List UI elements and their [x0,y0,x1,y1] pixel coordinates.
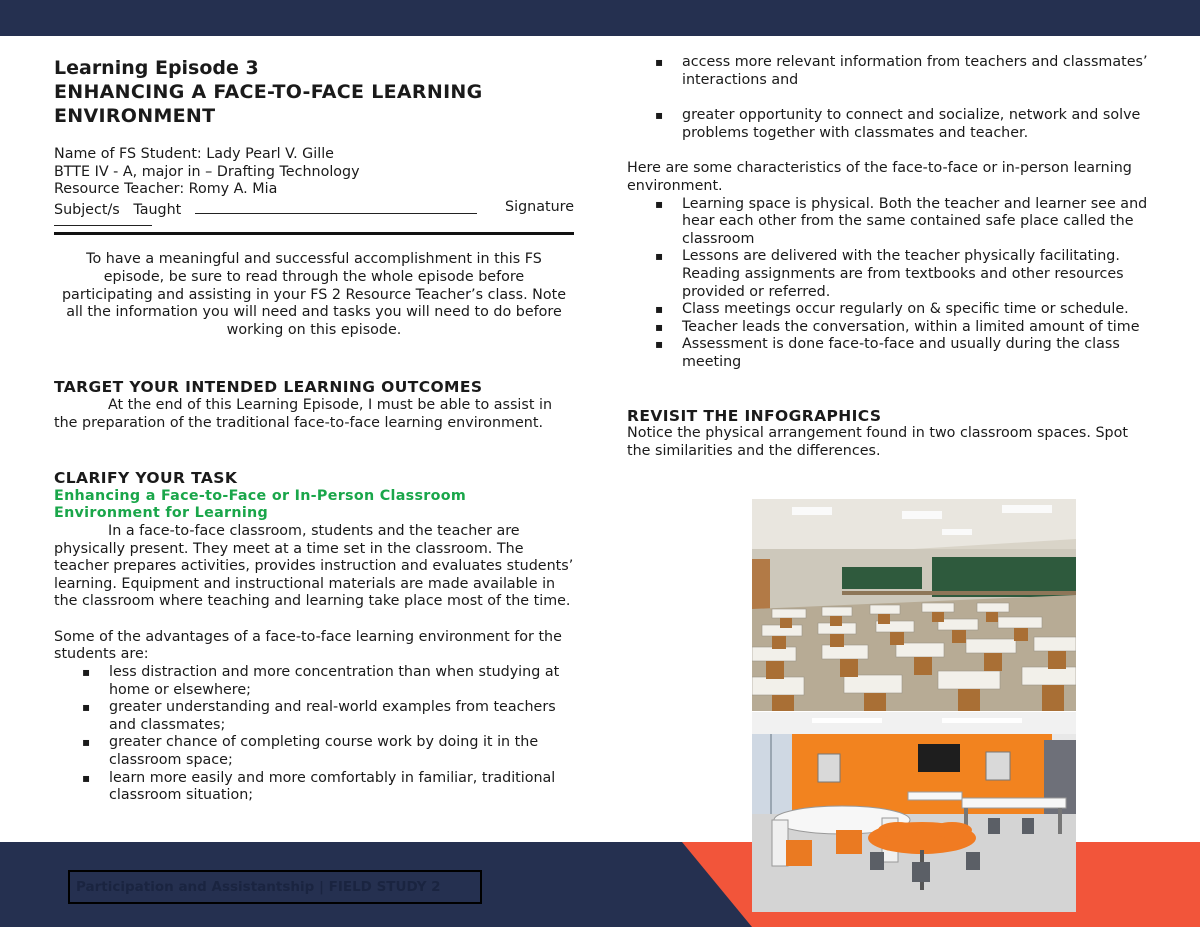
right-column [627,54,1152,460]
list-item: ▪ greater opportunity to connect and socialize, network and solve problems together with classmates and teacher. [627,107,1152,142]
clarify-heading: CLARIFY YOUR TASK [54,469,238,488]
advantages-list-continued [627,54,1152,142]
resource-teacher: Resource Teacher: Romy A. Mia [54,181,278,198]
clarify-subheading: Enhancing a Face-to-Face or In-Person Classroom Environment for Learning [54,487,467,522]
page-title-line2: ENVIRONMENT [54,105,216,127]
subject-signature-row [54,199,574,220]
list-item: ▪ access more relevant information from teachers and classmates’ interactions and [627,54,1152,89]
clarify-paragraph: In a face-to-face classroom, students and the teacher are physically present. They meet at a time set in the classroom. The teacher prepares activities, provides instruction and evaluates students’ learning. Equipment and instructional materials are made available in the classroom where teaching and learning take place most of the time. [54,522,574,610]
list-item: ▪ less distraction and more concentration than when studying at home or elsewhere; [54,664,574,699]
list-item: ▪ Class meetings occur regularly on & specific time or schedule. [627,301,1152,319]
list-item: ▪ Learning space is physical. Both the teacher and learner see and hear each other from the same contained safe place called the classroom [627,196,1152,249]
student-course: BTTE IV - A, major in – Drafting Technology [54,163,360,180]
traditional-classroom-photo [752,499,1076,711]
list-item: ▪ greater understanding and real-world examples from teachers and classmates; [54,699,574,734]
target-heading: TARGET YOUR INTENDED LEARNING OUTCOMES [54,378,483,397]
revisit-text: Notice the physical arrangement found in two classroom spaces. Spot the similarities and the differences. [627,425,1128,459]
subject-label: Subject/s Taught [54,201,182,218]
episode-title: Learning Episode 3 [54,57,259,79]
footer-label-box [68,870,482,904]
divider [54,232,574,235]
list-item: ▪ greater chance of completing course work by doing it in the classroom space; [54,734,574,769]
target-text: At the end of this Learning Episode, I must be able to assist in the preparation of the traditional face-to-face learning environment. [54,396,553,431]
list-item: ▪ learn more easily and more comfortably in familiar, traditional classroom situation; [54,770,574,805]
list-item: ▪ Teacher leads the conversation, within a limited amount of time [627,319,1152,337]
list-item: ▪ Lessons are delivered with the teacher physically facilitating. Reading assignments are from textbooks and other resources provided or referred. [627,248,1152,301]
footer-label: Participation and Assistantship | FIELD STUDY 2 [76,879,441,895]
advantages-intro: Some of the advantages of a face-to-face learning environment for the students are: [54,628,562,663]
revisit-heading: REVISIT THE INFOGRAPHICS [627,406,882,425]
student-name: Name of FS Student: Lady Pearl V. Gille [54,146,334,162]
left-column [54,56,574,805]
student-info [54,146,574,226]
signature-blank-line [54,219,152,226]
advantages-list [54,664,574,805]
top-banner [0,0,1200,36]
characteristics-list [627,196,1152,372]
intro-paragraph: To have a meaningful and successful accomplishment in this FS episode, be sure to read through the whole episode before participating and assisting in your FS 2 Resource Teacher’s class. Note all the information you will need and tasks you will need to do before working on this episode. [61,251,567,338]
modern-classroom-photo [752,712,1076,912]
subject-blank-line [195,199,477,214]
page-title-line1: ENHANCING A FACE-TO-FACE LEARNING [54,81,483,103]
characteristics-intro: Here are some characteristics of the face-to-face or in-person learning environment. [627,160,1132,194]
list-item: ▪ Assessment is done face-to-face and usually during the class meeting [627,336,1152,371]
signature-label: Signature [505,198,574,215]
